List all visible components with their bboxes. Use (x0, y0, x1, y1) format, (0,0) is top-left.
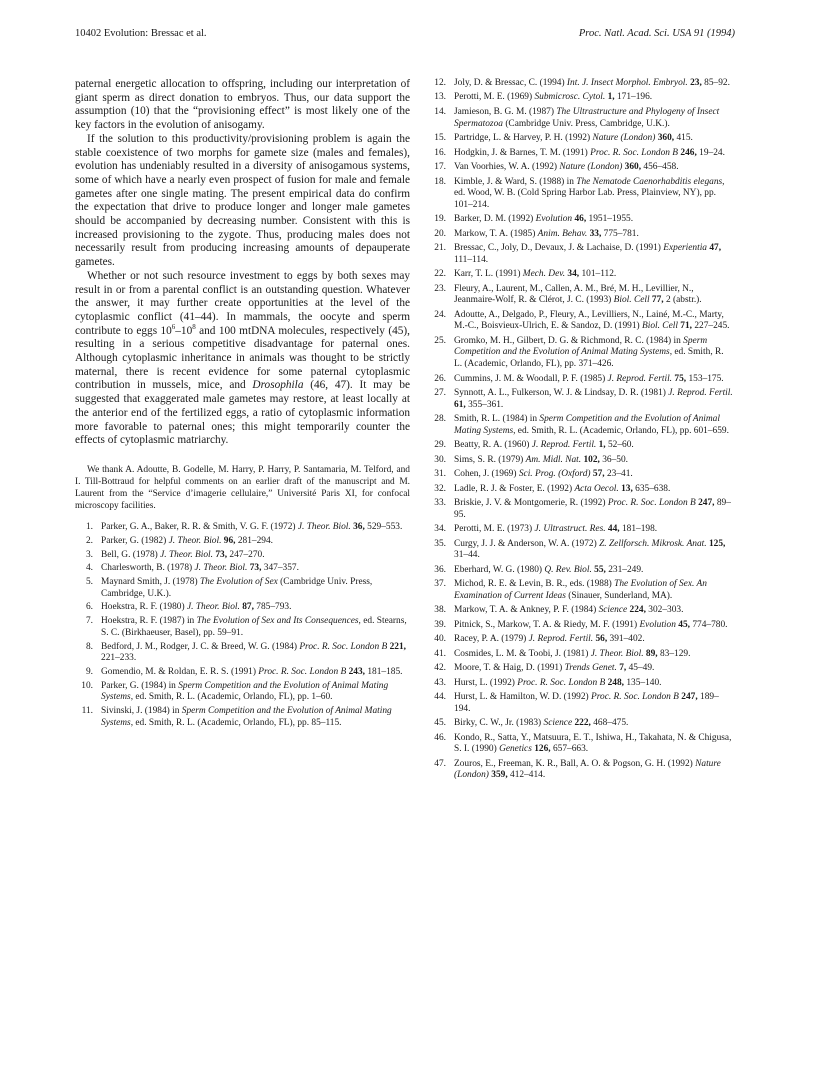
reference-number: 5. (85, 577, 93, 588)
reference-number: 19. (434, 214, 446, 225)
reference-volume: 1, (605, 92, 615, 103)
reference-number: 18. (434, 176, 446, 187)
reference-item (428, 692, 733, 715)
reference-volume: 89, (643, 648, 658, 659)
reference-pages: , ed. Stearns, S. C. (Birkhaeuser, Basel), pp. 59–91. (101, 616, 407, 638)
reference-item (428, 469, 733, 481)
reference-number: 26. (434, 373, 446, 384)
reference-source: J. Reprod. Fertil. (668, 388, 733, 399)
reference-pages: 83–129. (657, 648, 691, 659)
reference-volume: 57, (590, 469, 605, 480)
header-page-and-section: 10402 Evolution: Bressac et al. (75, 28, 207, 39)
reference-volume: 45, (675, 619, 690, 630)
reference-number: 39. (434, 619, 446, 630)
reference-item (428, 336, 733, 371)
reference-source: Science (598, 605, 628, 616)
reference-source: Proc. R. Soc. London B (607, 498, 696, 509)
reference-number: 29. (434, 440, 446, 451)
reference-pages: , ed. Smith, R. L. (Academic, Orlando, FL), pp. 1–60. (130, 692, 333, 703)
reference-authors: Parker, G. A., Baker, R. R. & Smith, V. G. F. (1972) (101, 521, 298, 532)
reference-pages: (Cambridge Univ. Press, Cambridge, U.K.). (502, 118, 670, 129)
reference-volume: 360, (622, 162, 642, 173)
reference-number: 24. (434, 309, 446, 320)
reference-authors: Bressac, C., Joly, D., Devaux, J. & Lachaise, D. (1991) (454, 243, 664, 254)
reference-authors: Hoekstra, R. F. (1987) in (101, 616, 197, 627)
reference-volume: 61, (454, 399, 466, 410)
reference-authors: Kondo, R., Satta, Y., Matsuura, E. T., Ishiwa, H., Takahata, N. & Chigusa, S. I. (1990) (454, 732, 732, 755)
reference-source: Sperm Competition and the Evolution of Animal Mating Systems (101, 680, 389, 703)
reference-item (428, 214, 733, 226)
reference-source: Sperm Competition and the Evolution of Animal Mating Systems (454, 414, 720, 436)
reference-item (75, 667, 410, 679)
reference-number: 17. (434, 162, 446, 173)
reference-list-right (428, 78, 733, 782)
reference-number: 9. (85, 667, 93, 678)
reference-authors: Zouros, E., Freeman, K. R., Ball, A. O. & Pogson, G. H. (1992) (454, 758, 696, 769)
reference-pages: 391–402. (607, 634, 645, 645)
reference-pages: 181–185. (364, 667, 403, 678)
reference-item (428, 484, 733, 496)
reference-volume: 47, (707, 243, 722, 254)
reference-item (428, 148, 733, 160)
reference-source: Am. Midl. Nat. (525, 454, 582, 465)
reference-volume: 34, (565, 269, 580, 280)
reference-authors: Gomendio, M. & Roldan, E. R. S. (1991) (101, 667, 259, 678)
reference-number: 31. (434, 469, 446, 480)
reference-pages: 221–233. (101, 653, 137, 664)
reference-number: 21. (434, 243, 446, 254)
reference-number: 20. (434, 228, 446, 239)
reference-pages: , ed. Smith, R. L. (Academic, Orlando, FL), pp. 85–115. (130, 717, 342, 728)
reference-authors: Parker, G. (1982) (101, 535, 169, 546)
reference-pages: 774–780. (689, 619, 728, 630)
reference-source: The Nematode Caenorhabditis elegans (576, 176, 723, 187)
reference-number: 35. (434, 538, 446, 549)
reference-item (428, 92, 733, 104)
reference-authors: Fleury, A., Laurent, M., Callen, A. M., Bré, M. H., Levillier, N., Jeanmaire-Wolf, R. & Clérot, J. C. (1993) (454, 283, 694, 306)
reference-volume: 1, (596, 440, 606, 451)
reference-item (75, 602, 410, 614)
reference-pages: , ed. Wood, W. B. (Cold Spring Harbor Lab. Press, Plainview, NY), pp. 101–214. (454, 176, 725, 210)
reference-source: Evolution (639, 619, 676, 630)
reference-source: Science (543, 718, 573, 729)
reference-number: 22. (434, 269, 446, 280)
reference-volume: 46, (572, 214, 587, 225)
reference-source: Sperm Competition and the Evolution of Animal Mating Systems (454, 335, 708, 358)
reference-pages: 1951–1955. (586, 214, 634, 225)
reference-source: Z. Zellforsch. Mikrosk. Anat. (599, 538, 707, 549)
reference-pages: , ed. Smith, R. L. (Academic, Orlando, FL), pp. 371–426. (454, 347, 724, 370)
reference-number: 41. (434, 648, 446, 659)
reference-authors: Hurst, L. & Hamilton, W. D. (1992) (454, 692, 591, 703)
reference-number: 14. (434, 106, 446, 117)
reference-authors: Cosmides, L. M. & Toobi, J. (1981) (454, 648, 591, 659)
reference-source: Int. J. Insect Morphol. Embryol. (566, 78, 688, 88)
reference-item (428, 524, 733, 536)
reference-source: J. Theor. Biol. (186, 602, 240, 613)
reference-pages: 89–95. (454, 498, 731, 520)
reference-item (75, 577, 410, 600)
reference-number: 47. (434, 758, 446, 769)
reference-authors: Michod, R. E. & Levin, B. R., eds. (1988) (454, 579, 615, 590)
reference-pages: 171–196. (614, 92, 653, 103)
reference-pages: 23–41. (604, 469, 633, 480)
reference-pages: 19–24. (696, 147, 725, 158)
reference-volume: 221, (387, 641, 406, 652)
reference-source: J. Reprod. Fertil. (531, 440, 597, 451)
reference-item (428, 229, 733, 241)
reference-source: Sci. Prog. (Oxford) (518, 469, 591, 480)
reference-volume: 71, (677, 321, 692, 332)
reference-item (428, 649, 733, 661)
reference-item (428, 620, 733, 632)
reference-authors: Sivinski, J. (1984) in (101, 706, 182, 717)
reference-authors: Partridge, L. & Harvey, P. H. (1992) (454, 133, 593, 144)
reference-authors: Synnott, A. L., Fulkerson, W. J. & Lindsay, D. R. (1981) (454, 388, 669, 399)
reference-volume: 75, (672, 373, 687, 384)
running-header (75, 28, 735, 44)
reference-number: 10. (81, 680, 93, 691)
reference-item (75, 616, 410, 639)
reference-volume: 7, (616, 663, 627, 674)
reference-pages: 189–194. (454, 692, 719, 714)
reference-number: 25. (434, 335, 446, 346)
reference-source: Experientia (663, 243, 707, 254)
reference-pages: 45–49. (626, 663, 655, 674)
right-column (428, 78, 733, 785)
reference-item (428, 414, 733, 437)
reference-item (428, 177, 733, 212)
reference-number: 46. (434, 732, 446, 743)
reference-authors: Sims, S. R. (1979) (454, 454, 526, 465)
reference-volume: 224, (627, 605, 646, 616)
reference-volume: 33, (587, 228, 602, 239)
reference-item (428, 759, 733, 782)
reference-authors: Cummins, J. M. & Woodall, P. F. (1985) (454, 373, 608, 384)
reference-source: Genetics (499, 744, 532, 755)
reference-item (428, 284, 733, 307)
reference-authors: Jamieson, B. G. M. (1987) (454, 106, 557, 117)
reference-source: Proc. R. Soc. London B (299, 641, 388, 652)
reference-pages: 111–114. (454, 254, 489, 265)
reference-list-left (75, 522, 410, 729)
reference-authors: Beatty, R. A. (1960) (454, 440, 532, 451)
reference-pages: 412–414. (507, 770, 546, 781)
reference-pages: 135–140. (623, 677, 662, 688)
reference-volume: 87, (239, 602, 254, 613)
reference-volume: 359, (488, 770, 508, 781)
reference-item (428, 663, 733, 675)
reference-volume: 36, (350, 521, 365, 532)
reference-pages: 355–361. (465, 399, 504, 410)
reference-pages: 456–458. (641, 162, 679, 173)
reference-source: Sperm Competition and the Evolution of Animal Mating Systems (101, 706, 392, 728)
reference-source: J. Reprod. Fertil. (528, 634, 594, 645)
reference-volume: 55, (591, 564, 606, 575)
reference-source: Trends Genet. (564, 663, 617, 674)
reference-number: 6. (85, 602, 93, 613)
reference-authors: Bedford, J. M., Rodger, J. C. & Breed, W. G. (1984) (101, 641, 300, 652)
reference-number: 43. (434, 677, 446, 688)
reference-authors: Markow, T. A. & Ankney, P. F. (1984) (454, 605, 599, 616)
reference-pages: 2 (abstr.). (663, 295, 702, 306)
reference-number: 12. (434, 78, 446, 88)
reference-number: 1. (85, 521, 93, 532)
reference-number: 32. (434, 483, 446, 494)
reference-item (428, 539, 733, 562)
reference-authors: Racey, P. A. (1979) (454, 634, 529, 645)
reference-number: 2. (85, 535, 93, 546)
reference-source: J. Theor. Biol. (297, 521, 351, 532)
reference-authors: Hoekstra, R. F. (1980) (101, 602, 187, 613)
reference-authors: Birky, C. W., Jr. (1983) (454, 718, 544, 729)
reference-number: 3. (85, 549, 93, 560)
reference-volume: 126, (531, 744, 551, 755)
reference-item (428, 310, 733, 333)
reference-item (428, 78, 733, 90)
reference-authors: Eberhard, W. G. (1980) (454, 564, 545, 575)
reference-volume: 102, (581, 454, 600, 465)
reference-volume: 125, (706, 538, 726, 549)
reference-volume: 247, (695, 498, 715, 509)
reference-pages: 281–294. (235, 535, 274, 546)
reference-pages: 468–475. (590, 718, 629, 729)
reference-number: 40. (434, 634, 446, 645)
reference-authors: Gromko, M. H., Gilbert, D. G. & Richmond, R. C. (1984) in (454, 335, 684, 346)
p3-italic-genus: Drosophila (252, 379, 304, 392)
reference-authors: Bell, G. (1978) (101, 549, 161, 560)
reference-number: 4. (85, 563, 93, 574)
reference-pages: 785–793. (253, 602, 292, 613)
reference-pages: (Sinauer, Sunderland, MA). (565, 590, 673, 601)
reference-pages: 227–245. (692, 321, 730, 332)
reference-item (75, 522, 410, 534)
reference-source: The Evolution of Sex and Its Consequences (196, 616, 359, 627)
reference-pages: 415. (674, 133, 693, 144)
reference-pages: 181–198. (619, 524, 658, 535)
reference-pages: 657–663. (550, 744, 589, 755)
reference-item (428, 605, 733, 617)
reference-pages: 529–553. (364, 521, 403, 532)
reference-source: Acta Oecol. (574, 483, 619, 494)
reference-pages: 775–781. (601, 228, 639, 239)
reference-volume: 73, (212, 549, 228, 560)
reference-pages: , ed. Smith, R. L. (Academic, Orlando, FL), pp. 601–659. (513, 425, 729, 436)
reference-number: 36. (434, 564, 446, 575)
p3-text-d: (46, 47). It may be suggested that exaggerated male gametes may restore, at least locally at the anterior end of the fertilized eggs, a ratio of cytoplasmic information more favorable to paternal ones; this might temporarily counter the effects of cytoplasmic matriarchy. (75, 379, 410, 447)
reference-authors: Joly, D. & Bressac, C. (1994) (454, 78, 567, 88)
reference-authors: Charlesworth, B. (1978) (101, 563, 195, 574)
p3-text-c: and 100 mtDNA molecules, respectively (45), resulting in a serious competitive disadvantage for paternal ones. Although cytoplasmic inheritance in animals was thought to be strictly maternal, there is recent evidence for some paternal cytoplasmic contribution in mussels, mice, and (75, 324, 410, 392)
reference-number: 15. (434, 133, 446, 144)
reference-source: Q. Rev. Biol. (544, 564, 592, 575)
reference-item (428, 440, 733, 452)
reference-source: The Evolution of Sex (199, 577, 278, 588)
reference-source: J. Theor. Biol. (160, 549, 213, 560)
reference-source: Proc. R. Soc. London B (258, 667, 347, 678)
reference-number: 16. (434, 147, 446, 158)
reference-source: J. Theor. Biol. (194, 563, 248, 574)
reference-number: 28. (434, 414, 446, 425)
reference-authors: Briskie, J. V. & Montgomerie, R. (1992) (454, 498, 608, 509)
reference-authors: Moore, T. & Haig, D. (1991) (454, 663, 565, 674)
p3-text-b: –10 (175, 324, 193, 337)
reference-item (428, 269, 733, 281)
reference-volume: 247, (678, 692, 698, 703)
reference-item (428, 162, 733, 174)
reference-number: 38. (434, 605, 446, 616)
reference-number: 7. (85, 616, 93, 627)
reference-number: 8. (85, 641, 93, 652)
reference-authors: Parker, G. (1984) in (101, 680, 179, 691)
reference-source: The Evolution of Sex. An Examination of Current Ideas (454, 579, 707, 601)
reference-item (428, 678, 733, 690)
reference-source: J. Reprod. Fertil. (607, 373, 673, 384)
reference-pages: 635–638. (632, 483, 671, 494)
reference-source: Evolution (535, 214, 573, 225)
reference-item (428, 718, 733, 730)
reference-pages: 347–357. (261, 563, 299, 574)
reference-volume: 23, (687, 78, 702, 88)
reference-volume: 44, (605, 524, 620, 535)
reference-source: The Ultrastructure and Phylogeny of Insect Spermatozoa (454, 106, 720, 129)
reference-source: Biol. Cell (613, 295, 650, 306)
reference-number: 27. (434, 388, 446, 399)
reference-pages: 231–249. (605, 564, 644, 575)
reference-number: 33. (434, 498, 446, 509)
reference-item (75, 642, 410, 665)
reference-number: 13. (434, 92, 446, 103)
reference-item (75, 706, 410, 729)
reference-item (428, 243, 733, 266)
reference-source: J. Theor. Biol. (590, 648, 644, 659)
left-column (75, 78, 410, 732)
reference-item (428, 565, 733, 577)
reference-authors: Pitnick, S., Markow, T. A. & Riedy, M. F. (1991) (454, 619, 640, 630)
reference-item (428, 634, 733, 646)
reference-item (428, 388, 733, 411)
reference-authors: Karr, T. L. (1991) (454, 269, 523, 280)
reference-authors: Markow, T. A. (1985) (454, 228, 538, 239)
p3-text-a: Whether or not such resource investment to eggs by both sexes may result in or from a parental conflict is an outstanding question. Whatever the answer, it may further create opportunities at the level of the cytoplasmic conflict (41–44). In mammals, the oocyte and sperm contribute to eggs 10 (75, 269, 410, 337)
reference-item (75, 536, 410, 548)
reference-authors: Hodgkin, J. & Barnes, T. M. (1991) (454, 147, 591, 158)
reference-volume: 56, (593, 634, 608, 645)
reference-authors: Perotti, M. E. (1973) (454, 524, 535, 535)
reference-volume: 96, (221, 535, 236, 546)
reference-pages: 52–60. (605, 440, 634, 451)
reference-authors: Curgy, J. J. & Anderson, W. A. (1972) (454, 538, 600, 549)
reference-volume: 77, (649, 295, 664, 306)
reference-item (75, 681, 410, 704)
reference-item (75, 563, 410, 575)
p3-sup-2: 8 (192, 322, 196, 331)
reference-item (428, 455, 733, 467)
reference-pages: 85–92. (701, 78, 730, 88)
reference-volume: 360, (655, 133, 675, 144)
reference-number: 23. (434, 283, 446, 294)
reference-source: J. Ultrastruct. Res. (534, 524, 606, 535)
reference-pages: 31–44. (454, 550, 480, 561)
reference-volume: 13, (618, 483, 633, 494)
reference-volume: 222, (572, 718, 591, 729)
reference-item (428, 733, 733, 756)
reference-authors: Cohen, J. (1969) (454, 469, 519, 480)
reference-source: Biol. Cell (642, 321, 678, 332)
reference-volume: 243, (346, 667, 365, 678)
reference-number: 44. (434, 692, 446, 703)
reference-item (428, 498, 733, 521)
reference-item (75, 550, 410, 562)
reference-item (428, 579, 733, 602)
reference-item (428, 133, 733, 145)
acknowledgments: We thank A. Adoutte, B. Godelle, M. Harry, P. Harry, P. Santamaria, M. Telford, and I. Till-Bottraud for helpful comments on an earlier draft of the manuscript and M. Laurent from the “Service d’imagerie cellulaire,” Université Paris XI, for confocal microscopy facilities. (75, 464, 410, 511)
reference-source: Proc. R. Soc. London B (590, 147, 679, 158)
reference-number: 34. (434, 524, 446, 535)
reference-volume: 248, (605, 677, 624, 688)
reference-source: Nature (London) (454, 758, 721, 781)
reference-source: Submicrosc. Cytol. (534, 92, 606, 103)
body-paragraph-2: If the solution to this productivity/provisioning problem is again the stable coexistence of two morphs for gamete size (males and females), evolution has undeniably resulted in a diversity of anisogamous systems, some of which have a nearly even prospect of fusion for male and female gametes after one single mating. The present empirical data do confirm the expectation that drive to produce longer and longer male gametes should be accompanied by decreasing number. Consistent with this is increased provisioning to the zygote. Thus, producing males does not necessarily result from producing increasing amounts of depauperate gametes. (75, 132, 410, 269)
reference-authors: Adoutte, A., Delgado, P., Fleury, A., Levilliers, N., Lainé, M.-C., Marty, M.-C., Boisvieux-Ulrich, E. & Sandoz, D. (1991) (454, 309, 724, 332)
reference-source: Anim. Behav. (537, 228, 588, 239)
reference-source: Proc. R. Soc. London B (590, 692, 679, 703)
reference-number: 30. (434, 454, 446, 465)
reference-number: 42. (434, 663, 446, 674)
header-journal-citation: Proc. Natl. Acad. Sci. USA 91 (1994) (578, 28, 735, 39)
reference-volume: 73, (247, 563, 262, 574)
reference-source: J. Theor. Biol. (168, 535, 222, 546)
reference-authors: Kimble, J. & Ward, S. (1988) in (454, 176, 577, 187)
body-paragraph-1: paternal energetic allocation to offspring, including our interpretation of giant sperm as direct donation to embryos. Thus, our data support the assumption (10) that the “provisioning effect” is most likely one of the key factors in the evolution of anisogamy. (75, 78, 410, 132)
reference-pages: 153–175. (686, 373, 724, 384)
reference-authors: Maynard Smith, J. (1978) (101, 577, 200, 588)
reference-pages: 101–112. (579, 269, 617, 280)
reference-pages: 36–50. (599, 454, 628, 465)
reference-source: Nature (London) (559, 162, 623, 173)
reference-pages: 302–303. (645, 605, 684, 616)
reference-authors: Hurst, L. (1992) (454, 677, 518, 688)
reference-pages: 247–270. (227, 549, 265, 560)
reference-number: 11. (81, 706, 93, 717)
reference-number: 37. (434, 579, 446, 590)
reference-item (428, 107, 733, 130)
reference-authors: Barker, D. M. (1992) (454, 214, 536, 225)
reference-authors: Van Voorhies, W. A. (1992) (454, 162, 560, 173)
reference-pages: (Cambridge Univ. Press, Cambridge, U.K.). (101, 577, 373, 599)
reference-number: 45. (434, 718, 446, 729)
reference-source: Mech. Dev. (522, 269, 566, 280)
reference-source: Proc. R. Soc. London B (517, 677, 606, 688)
p3-sup-1: 6 (171, 322, 176, 331)
reference-authors: Smith, R. L. (1984) in (454, 414, 540, 425)
reference-source: Nature (London) (592, 133, 656, 144)
reference-authors: Ladle, R. J. & Foster, E. (1992) (454, 483, 575, 494)
reference-item (428, 374, 733, 386)
reference-volume: 246, (678, 147, 697, 158)
body-paragraph-3 (75, 270, 410, 448)
reference-authors: Perotti, M. E. (1969) (454, 92, 535, 103)
